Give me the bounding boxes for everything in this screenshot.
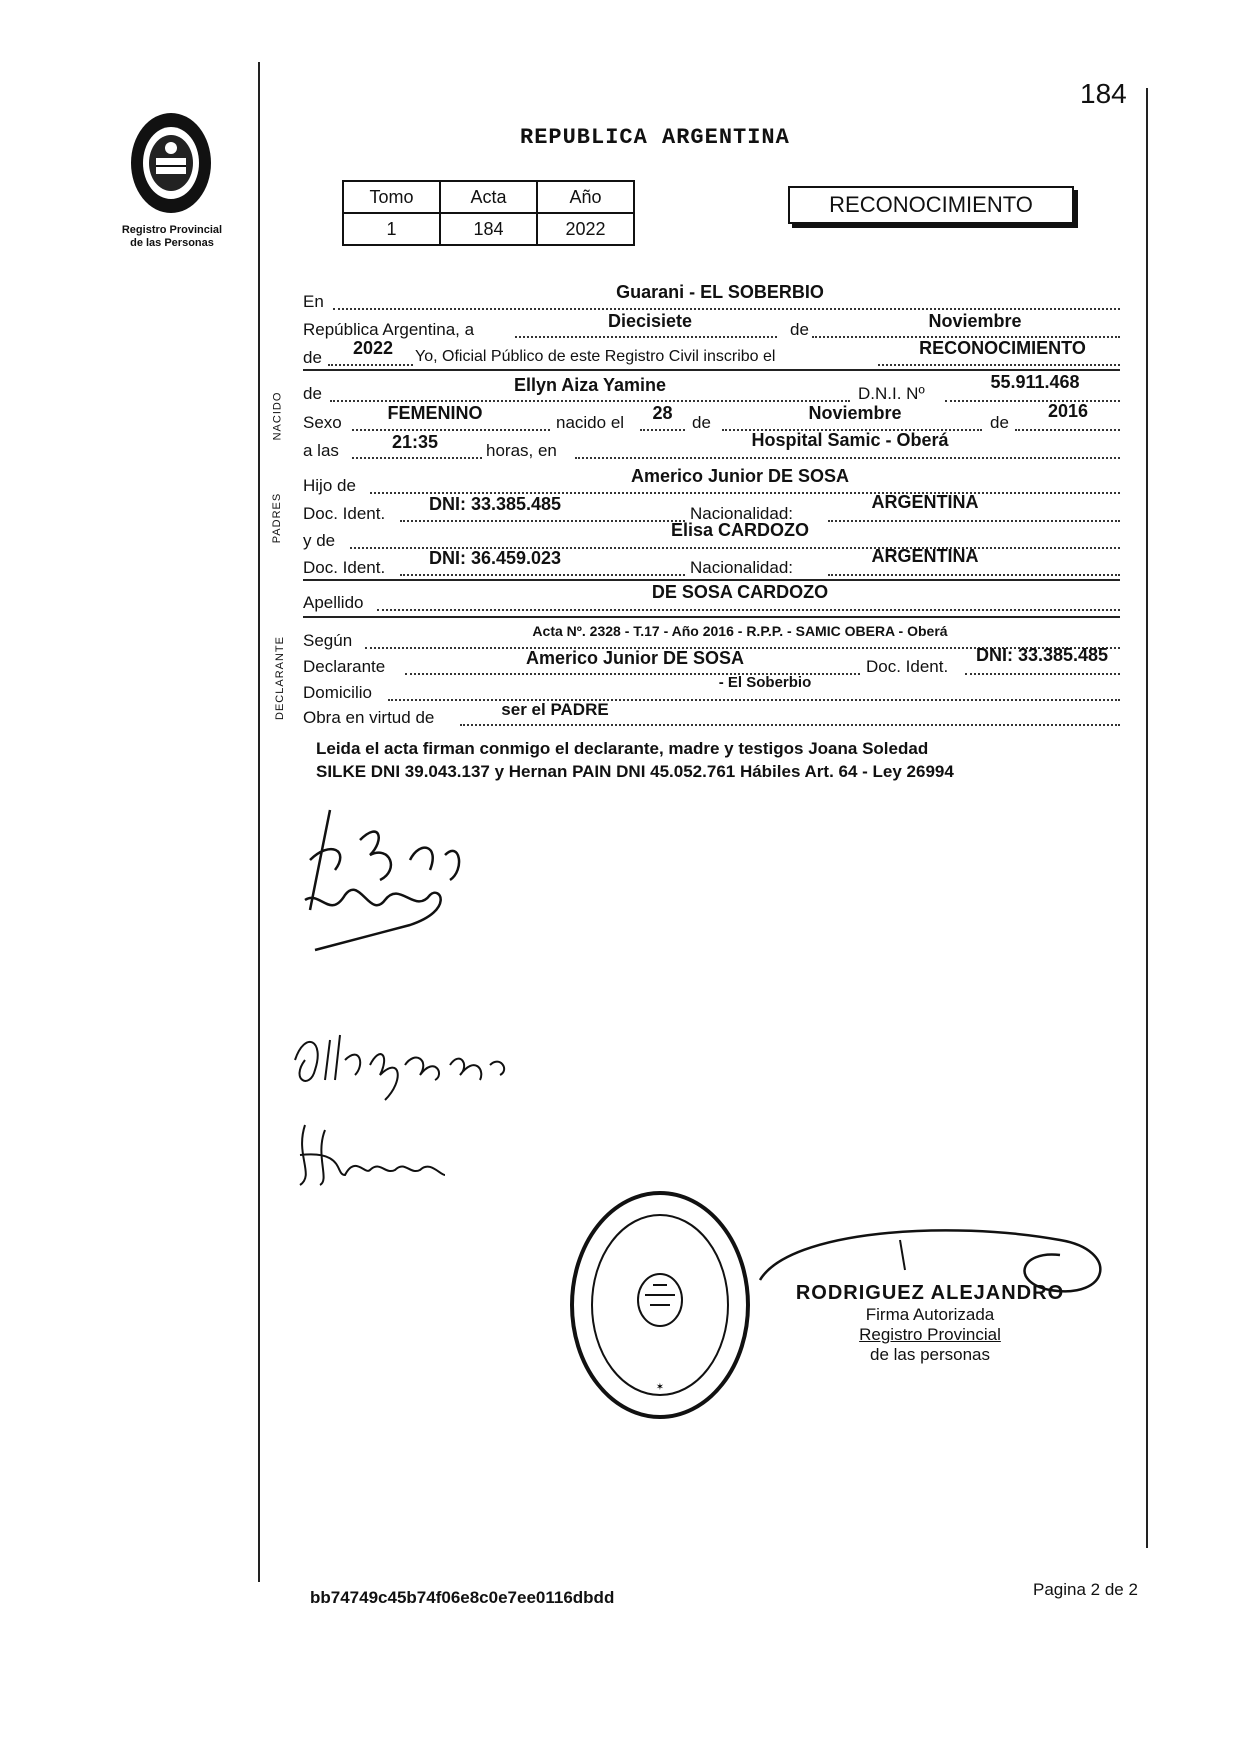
inscribe-dots [878,364,1120,366]
record-table-value-cell: 184 [440,213,537,245]
nac2-value: ARGENTINA [871,546,979,566]
record-table-value-cell: 2022 [537,213,634,245]
separator-rule-2 [303,579,1120,581]
dni-label: D.N.I. Nº [858,384,925,403]
official-line4: de las personas [869,1345,991,1364]
separator-rule-3 [303,616,1120,618]
nacido-mes: Noviembre [808,403,902,423]
year-dots [328,364,413,366]
nacido-dia: 28 [652,403,673,423]
record-table-value-row [343,213,634,245]
record-table [342,180,635,246]
doc3-value: DNI: 33.385.485 [975,645,1109,665]
apellido-label: Apellido [303,593,364,612]
padre-value: Americo Junior DE SOSA [630,466,850,486]
footer-hash: bb74749c45b74f06e8c0e7ee0116dbdd [310,1588,615,1607]
doc1-label: Doc. Ident. [303,504,386,523]
nombre-label: de [303,384,322,403]
signature-witness-hernan [285,1115,465,1195]
segun-label: Según [303,631,353,650]
record-type-label: RECONOCIMIENTO [829,192,1033,217]
nacido-de-label: de [692,413,711,432]
signature-witness-silke [285,1010,525,1110]
official-stamp-text [790,1282,1070,1365]
apellido-value: DE SOSA CARDOZO [651,582,829,602]
svg-text:✶: ✶ [655,1382,665,1393]
logo-caption-line2: de las Personas [130,237,214,249]
record-table-header-cell: Año [537,181,634,213]
declarante-value: Americo Junior DE SOSA [525,648,745,668]
nac2-label: Nacionalidad: [690,558,794,577]
page-number: 184 [1080,78,1127,109]
closing-text [316,737,954,783]
official-line2: Firma Autorizada [865,1305,995,1324]
doc2-label: Doc. Ident. [303,558,386,577]
sexo-label: Sexo [303,413,342,432]
hora-value: 21:35 [391,432,439,452]
record-table-header-row [343,181,634,213]
logo-caption-line1: Registro Provincial [121,224,223,236]
horas-en-label: horas, en [486,441,557,460]
dni-value: 55.911.468 [990,372,1080,392]
hora-dots [352,457,482,459]
nacido-anio-dots [1015,429,1120,431]
inscribe-value: RECONOCIMIENTO [919,338,1086,358]
hijo-label: Hijo de [303,476,356,495]
doc3-dots [965,673,1120,675]
yde-label: y de [303,531,336,550]
left-margin-line [258,62,260,1582]
nac1-label: Nacionalidad: [690,504,794,523]
registry-round-seal [565,1185,755,1425]
apellido-dots [377,609,1120,611]
nacido-label: nacido el [556,413,625,432]
nacido-anio: 2016 [1047,401,1089,421]
doc2-value: DNI: 36.459.023 [428,548,562,568]
separator-rule-1 [303,369,1120,371]
lugar-dots [575,457,1120,459]
nombre-value: Ellyn Aiza Yamine [513,375,667,395]
nacido-dia-dots [640,429,685,431]
doc1-value: DNI: 33.385.485 [428,494,562,514]
yo-text: Yo, Oficial Público de este Registro Civil inscribo el [415,348,776,365]
de-label: de [790,320,809,339]
de2-label: de [303,348,322,367]
segun-value: Acta Nº. 2328 - T.17 - Año 2016 - R.P.P. - SAMIC OBERA - Oberá [532,623,948,639]
logo-caption [102,224,242,250]
doc3-label: Doc. Ident. [866,657,949,676]
official-name: RODRIGUEZ ALEJANDRO [795,1282,1065,1304]
nac1-value: ARGENTINA [871,492,979,512]
official-line3: Registro Provincial [859,1325,1001,1344]
side-label-padres: PADRES [271,492,284,544]
closing-text-line2: SILKE DNI 39.043.137 y Hernan PAIN DNI 45.052.761 Hábiles Art. 64 - Ley 26994 [316,762,954,781]
right-margin-line [1146,88,1148,1548]
lugar-value: Hospital Samic - Oberá [751,430,949,450]
record-table-header-cell: Tomo [343,181,440,213]
obra-value: ser el PADRE [501,700,609,719]
sexo-dots [352,429,550,431]
en-dots [333,308,1120,310]
sexo-value: FEMENINO [387,403,483,423]
side-label-declarante: DECLARANTE [273,636,286,720]
en-value: Guarani - EL SOBERBIO [616,282,824,302]
obra-label: Obra en virtud de [303,708,435,727]
day-dots [515,336,777,338]
madre-value: Elisa CARDOZO [670,520,810,540]
hora-label: a las [303,441,339,460]
side-label-nacido: NACIDO [271,391,284,441]
month-value: Noviembre [928,311,1022,331]
year-value: 2022 [352,338,394,358]
domicilio-value: - El Soberbio [718,674,812,691]
closing-text-line1: Leida el acta firman conmigo el declarante, madre y testigos Joana Soledad [316,739,929,758]
nombre-dots [330,400,850,402]
record-table-header-cell: Acta [440,181,537,213]
signature-declarante [290,800,490,980]
nac2-dots [828,574,1120,576]
doc2-dots [400,574,685,576]
obra-dots [460,724,1120,726]
province-emblem-logo [118,108,224,218]
record-table-value-cell: 1 [343,213,440,245]
declarante-label: Declarante [303,657,386,676]
record-type-box [788,186,1074,224]
republica-label: República Argentina, a [303,320,475,339]
document-title: REPUBLICA ARGENTINA [520,125,790,150]
nac1-dots [828,520,1120,522]
day-value: Diecisiete [607,311,693,331]
domicilio-label: Domicilio [303,683,372,702]
footer-pagination: Pagina 2 de 2 [1033,1580,1138,1599]
nacido-de2-label: de [990,413,1009,432]
en-label: En [303,292,324,311]
